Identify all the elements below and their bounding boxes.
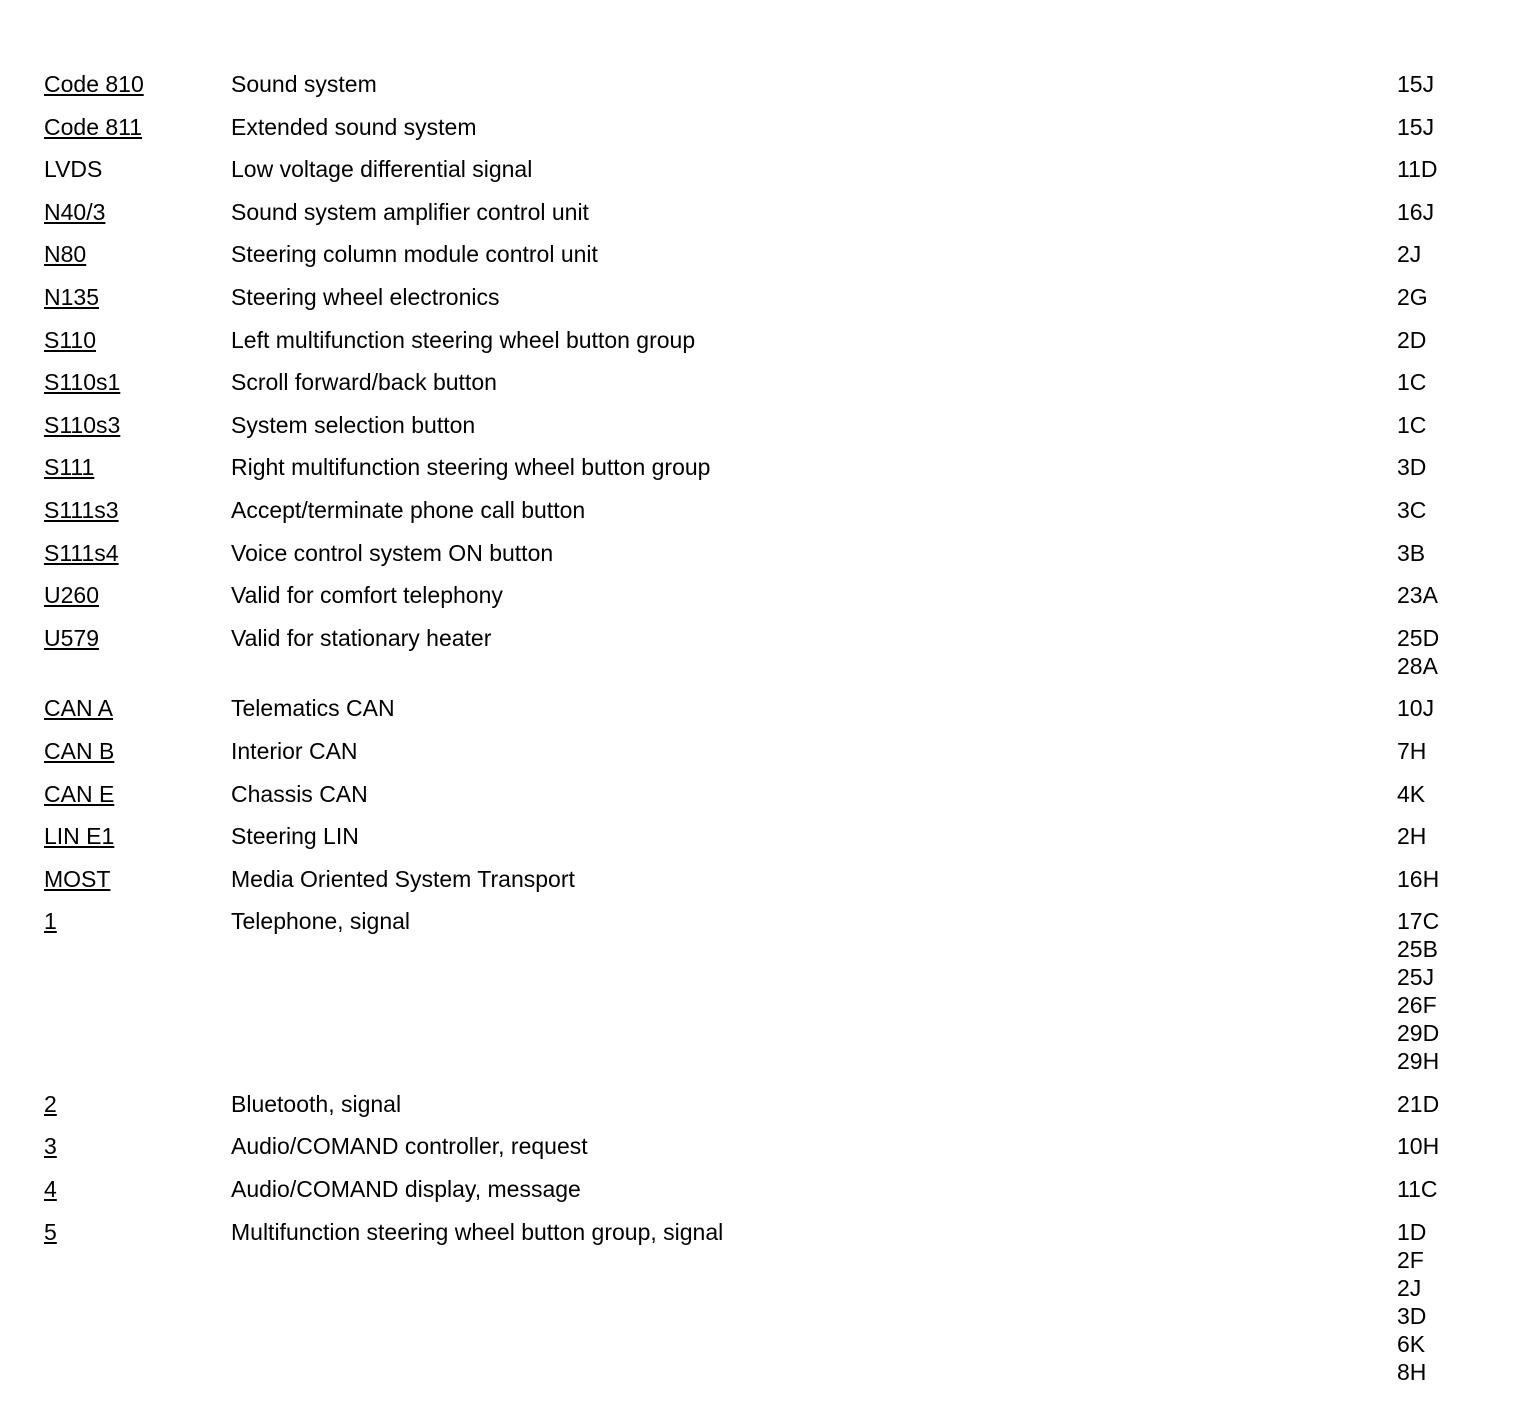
legend-code-link[interactable]: S110 bbox=[44, 326, 97, 353]
legend-row bbox=[44, 907, 1484, 1075]
legend-code-link[interactable]: U579 bbox=[44, 624, 99, 651]
grid-reference[interactable]: 2D bbox=[1397, 326, 1427, 353]
legend-row bbox=[44, 496, 1484, 524]
grid-reference[interactable]: 3C bbox=[1397, 496, 1427, 523]
grid-reference[interactable]: 10J bbox=[1397, 695, 1435, 722]
grid-reference[interactable]: 21D bbox=[1397, 1090, 1440, 1117]
legend-grid-refs bbox=[1397, 1132, 1484, 1160]
legend-grid-refs bbox=[1397, 198, 1484, 226]
legend-row bbox=[44, 581, 1484, 609]
legend-row bbox=[44, 1090, 1484, 1118]
legend-code-link[interactable]: CAN A bbox=[44, 695, 114, 722]
legend-grid-refs bbox=[1397, 453, 1484, 481]
legend-grid-refs bbox=[1397, 780, 1484, 808]
grid-reference[interactable]: 17C bbox=[1397, 908, 1440, 935]
grid-reference[interactable]: 25D bbox=[1397, 624, 1440, 651]
legend-row bbox=[44, 113, 1484, 141]
legend-description: Left multifunction steering wheel button group bbox=[231, 326, 696, 353]
legend-description: Telephone, signal bbox=[231, 908, 411, 935]
legend-grid-refs bbox=[1397, 737, 1484, 765]
legend-grid-refs bbox=[1397, 1090, 1484, 1118]
grid-reference[interactable]: 29H bbox=[1397, 1048, 1440, 1075]
grid-reference[interactable]: 16J bbox=[1397, 198, 1435, 225]
legend-code-link[interactable]: S110s3 bbox=[44, 411, 121, 438]
legend-code-link[interactable]: Code 810 bbox=[44, 71, 144, 97]
grid-reference[interactable]: 3B bbox=[1397, 539, 1426, 566]
legend-row bbox=[44, 1218, 1484, 1386]
legend-grid-refs bbox=[1397, 411, 1484, 439]
legend-description: Multifunction steering wheel button group, signal bbox=[231, 1218, 724, 1245]
legend-description: Audio/COMAND display, message bbox=[231, 1176, 581, 1203]
legend-code-link[interactable]: 5 bbox=[44, 1218, 57, 1245]
legend-description: Sound system bbox=[231, 71, 377, 97]
legend-row bbox=[44, 1175, 1484, 1203]
legend-description: Steering wheel electronics bbox=[231, 283, 500, 310]
legend-grid-refs bbox=[1397, 283, 1484, 311]
legend-row bbox=[44, 694, 1484, 722]
legend-code-link[interactable]: CAN B bbox=[44, 737, 115, 764]
legend-description: System selection button bbox=[231, 411, 476, 438]
legend-table bbox=[44, 70, 1484, 1400]
legend-code-link[interactable]: S111 bbox=[44, 454, 95, 481]
legend-grid-refs bbox=[1397, 113, 1484, 141]
legend-row bbox=[44, 70, 1484, 98]
legend-grid-refs bbox=[1397, 240, 1484, 268]
grid-reference[interactable]: 2H bbox=[1397, 823, 1427, 850]
legend-description: Right multifunction steering wheel button group bbox=[231, 454, 711, 481]
legend-description: Chassis CAN bbox=[231, 780, 368, 807]
grid-reference[interactable]: 3D bbox=[1397, 454, 1427, 481]
legend-description: Audio/COMAND controller, request bbox=[231, 1133, 588, 1160]
legend-code-link[interactable]: U260 bbox=[44, 582, 99, 609]
legend-code-link[interactable]: S110s1 bbox=[44, 369, 121, 396]
grid-reference[interactable]: 11C bbox=[1397, 1176, 1438, 1203]
grid-reference[interactable]: 11D bbox=[1397, 156, 1438, 183]
grid-reference[interactable]: 1C bbox=[1397, 369, 1427, 396]
legend-row bbox=[44, 624, 1484, 680]
legend-description: Bluetooth, signal bbox=[231, 1090, 402, 1117]
legend-row bbox=[44, 240, 1484, 268]
legend-code-link[interactable]: S111s3 bbox=[44, 496, 119, 523]
legend-grid-refs bbox=[1397, 1218, 1484, 1386]
legend-code-link[interactable]: MOST bbox=[44, 865, 111, 892]
grid-reference[interactable]: 25J bbox=[1397, 964, 1435, 991]
legend-row bbox=[44, 737, 1484, 765]
legend-description: Extended sound system bbox=[231, 113, 477, 140]
legend-grid-refs bbox=[1397, 581, 1484, 609]
grid-reference[interactable]: 29D bbox=[1397, 1020, 1440, 1047]
grid-reference[interactable]: 2G bbox=[1397, 283, 1428, 310]
legend-description: Valid for stationary heater bbox=[231, 624, 492, 651]
legend-code-link[interactable]: LIN E1 bbox=[44, 823, 115, 850]
legend-row bbox=[44, 411, 1484, 439]
legend-row bbox=[44, 539, 1484, 567]
legend-grid-refs bbox=[1397, 907, 1484, 1075]
legend-code-link[interactable]: 4 bbox=[44, 1176, 57, 1203]
grid-reference[interactable]: 1D bbox=[1397, 1218, 1427, 1245]
legend-code-link[interactable]: N40/3 bbox=[44, 198, 106, 225]
legend-code-link[interactable]: S111s4 bbox=[44, 539, 119, 566]
grid-reference[interactable]: 25B bbox=[1397, 936, 1438, 963]
grid-reference[interactable]: 15J bbox=[1397, 71, 1435, 97]
grid-reference[interactable]: 28A bbox=[1397, 652, 1438, 679]
grid-reference[interactable]: 23A bbox=[1397, 582, 1438, 609]
legend-grid-refs bbox=[1397, 326, 1484, 354]
legend-grid-refs bbox=[1397, 1175, 1484, 1203]
legend-grid-refs bbox=[1397, 822, 1484, 850]
legend-code-link[interactable]: CAN E bbox=[44, 780, 115, 807]
legend-row bbox=[44, 780, 1484, 808]
legend-code-link[interactable]: 1 bbox=[44, 908, 57, 935]
legend-grid-refs bbox=[1397, 368, 1484, 396]
grid-reference[interactable]: 3D bbox=[1397, 1302, 1427, 1329]
legend-description: Media Oriented System Transport bbox=[231, 865, 575, 892]
grid-reference[interactable]: 15J bbox=[1397, 113, 1435, 140]
legend-grid-refs bbox=[1397, 539, 1484, 567]
grid-reference[interactable]: 6K bbox=[1397, 1330, 1426, 1357]
legend-code-link[interactable]: Code 811 bbox=[44, 113, 143, 140]
legend-code: LVDS bbox=[44, 156, 103, 183]
legend-row bbox=[44, 368, 1484, 396]
grid-reference[interactable]: 2F bbox=[1397, 1246, 1424, 1273]
legend-row bbox=[44, 155, 1484, 183]
legend-description: Interior CAN bbox=[231, 737, 358, 764]
grid-reference[interactable]: 7H bbox=[1397, 737, 1427, 764]
legend-code-link[interactable]: 2 bbox=[44, 1090, 57, 1117]
grid-reference[interactable]: 10H bbox=[1397, 1133, 1440, 1160]
legend-grid-refs bbox=[1397, 624, 1484, 680]
legend-grid-refs bbox=[1397, 70, 1484, 98]
legend-description: Steering LIN bbox=[231, 823, 359, 850]
legend-row bbox=[44, 283, 1484, 311]
grid-reference[interactable]: 2J bbox=[1397, 241, 1422, 268]
legend-row bbox=[44, 453, 1484, 481]
grid-reference[interactable]: 8H bbox=[1397, 1358, 1427, 1385]
grid-reference[interactable]: 26F bbox=[1397, 992, 1437, 1019]
legend-description: Steering column module control unit bbox=[231, 241, 598, 268]
grid-reference[interactable]: 4K bbox=[1397, 780, 1426, 807]
grid-reference[interactable]: 1C bbox=[1397, 411, 1427, 438]
legend-code-link[interactable]: N80 bbox=[44, 241, 87, 268]
legend-grid-refs bbox=[1397, 865, 1484, 893]
legend-description: Accept/terminate phone call button bbox=[231, 496, 586, 523]
legend-code-link[interactable]: 3 bbox=[44, 1133, 57, 1160]
legend-row bbox=[44, 822, 1484, 850]
legend-grid-refs bbox=[1397, 694, 1484, 722]
legend-grid-refs bbox=[1397, 155, 1484, 183]
legend-grid-refs bbox=[1397, 496, 1484, 524]
legend-description: Low voltage differential signal bbox=[231, 156, 533, 183]
legend-description: Voice control system ON button bbox=[231, 539, 554, 566]
legend-row bbox=[44, 198, 1484, 226]
legend-row bbox=[44, 865, 1484, 893]
grid-reference[interactable]: 16H bbox=[1397, 865, 1440, 892]
grid-reference[interactable]: 2J bbox=[1397, 1274, 1422, 1301]
legend-row bbox=[44, 326, 1484, 354]
legend-description: Sound system amplifier control unit bbox=[231, 198, 589, 225]
legend-description: Scroll forward/back button bbox=[231, 369, 497, 396]
legend-row bbox=[44, 1132, 1484, 1160]
legend-code-link[interactable]: N135 bbox=[44, 283, 99, 310]
legend-description: Valid for comfort telephony bbox=[231, 582, 503, 609]
legend-description: Telematics CAN bbox=[231, 695, 395, 722]
